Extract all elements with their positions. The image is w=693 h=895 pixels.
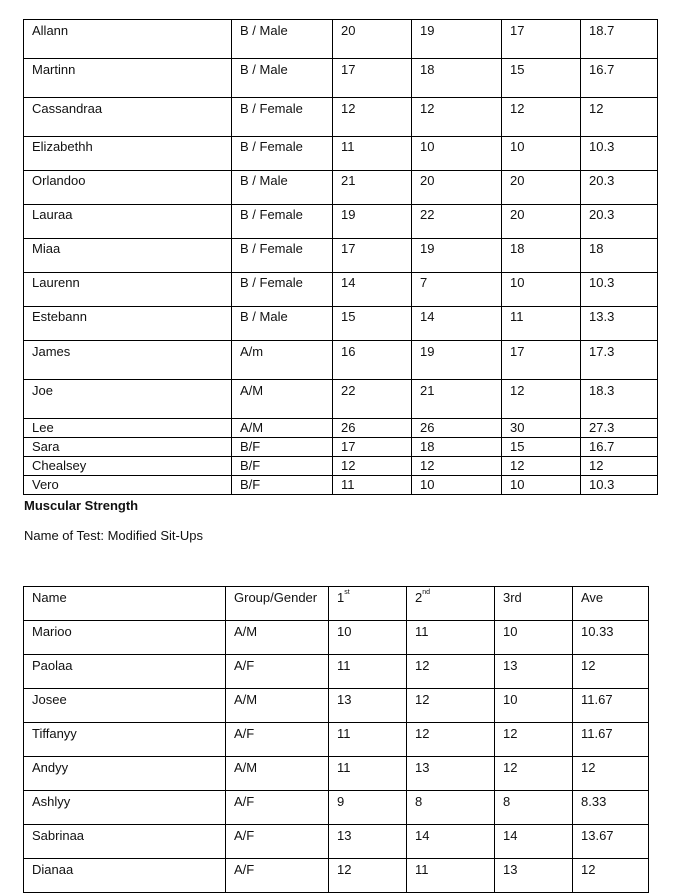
trial-1-cell: 9	[329, 791, 407, 825]
trial-2-cell: 18	[412, 438, 502, 457]
group-gender-cell: B / Male	[232, 20, 333, 59]
trial-1-cell: 11	[329, 723, 407, 757]
trial-1-cell: 22	[333, 380, 412, 419]
table-row	[24, 307, 658, 341]
average-cell: 10.3	[581, 476, 658, 495]
trial-1-cell: 12	[333, 457, 412, 476]
student-name-cell: Dianaa	[24, 859, 226, 893]
student-name-cell: Marioo	[24, 621, 226, 655]
trial-2-cell: 10	[412, 137, 502, 171]
trial-1-cell: 11	[329, 757, 407, 791]
header-trial-2-number: 2	[415, 590, 423, 605]
section-heading: Muscular Strength	[24, 498, 139, 513]
trial-2-cell: 12	[412, 98, 502, 137]
table-row	[24, 825, 649, 859]
table-row	[24, 59, 658, 98]
trial-1-cell: 17	[333, 59, 412, 98]
table-row	[24, 438, 658, 457]
trial-3-cell: 12	[495, 757, 573, 791]
student-name-cell: Martinn	[24, 59, 232, 98]
table-row	[24, 171, 658, 205]
group-gender-cell: A/F	[226, 791, 329, 825]
student-name-cell: Sara	[24, 438, 232, 457]
average-cell: 13.67	[573, 825, 649, 859]
trial-1-cell: 15	[333, 307, 412, 341]
trial-1-cell: 13	[329, 689, 407, 723]
trial-1-cell: 10	[329, 621, 407, 655]
student-name-cell: Allann	[24, 20, 232, 59]
trial-2-cell: 11	[407, 621, 495, 655]
group-gender-cell: A/F	[226, 825, 329, 859]
trial-3-cell: 10	[495, 621, 573, 655]
group-gender-cell: A/M	[226, 689, 329, 723]
trial-2-cell: 12	[407, 689, 495, 723]
group-gender-cell: A/M	[232, 419, 333, 438]
header-trial-3: 3rd	[495, 587, 573, 621]
trial-3-cell: 10	[502, 476, 581, 495]
trial-2-cell: 12	[407, 655, 495, 689]
sit-ups-table	[23, 586, 649, 893]
header-trial-2	[407, 587, 495, 621]
header-trial-2-suffix: nd	[422, 589, 431, 596]
group-gender-cell: B / Male	[232, 307, 333, 341]
trial-3-cell: 10	[502, 273, 581, 307]
group-gender-cell: B/F	[232, 476, 333, 495]
trial-2-cell: 22	[412, 205, 502, 239]
trial-1-cell: 11	[329, 655, 407, 689]
trial-1-cell: 19	[333, 205, 412, 239]
group-gender-cell: A/M	[226, 621, 329, 655]
trial-1-cell: 13	[329, 825, 407, 859]
trial-3-cell: 13	[495, 655, 573, 689]
average-cell: 8.33	[573, 791, 649, 825]
group-gender-cell: B/F	[232, 457, 333, 476]
average-cell: 13.3	[581, 307, 658, 341]
group-gender-cell: B / Female	[232, 137, 333, 171]
group-gender-cell: A/F	[226, 655, 329, 689]
student-name-cell: Lee	[24, 419, 232, 438]
student-name-cell: Laurenn	[24, 273, 232, 307]
trial-3-cell: 10	[495, 689, 573, 723]
average-cell: 12	[573, 655, 649, 689]
header-trial-1	[329, 587, 407, 621]
trial-1-cell: 17	[333, 239, 412, 273]
trial-2-cell: 8	[407, 791, 495, 825]
trial-2-cell: 13	[407, 757, 495, 791]
trial-2-cell: 21	[412, 380, 502, 419]
trial-2-cell: 26	[412, 419, 502, 438]
trial-3-cell: 18	[502, 239, 581, 273]
trial-1-cell: 20	[333, 20, 412, 59]
trial-2-cell: 19	[412, 341, 502, 380]
student-name-cell: Cassandraa	[24, 98, 232, 137]
trial-3-cell: 20	[502, 205, 581, 239]
average-cell: 12	[573, 757, 649, 791]
trial-3-cell: 17	[502, 341, 581, 380]
average-cell: 20.3	[581, 205, 658, 239]
header-trial-1-number: 1	[337, 590, 345, 605]
average-cell: 20.3	[581, 171, 658, 205]
student-name-cell: Joe	[24, 380, 232, 419]
trial-2-cell: 11	[407, 859, 495, 893]
table-row	[24, 791, 649, 825]
table-row	[24, 380, 658, 419]
group-gender-cell: B / Female	[232, 98, 333, 137]
header-name: Name	[24, 587, 226, 621]
trial-1-cell: 14	[333, 273, 412, 307]
student-name-cell: Vero	[24, 476, 232, 495]
trial-2-cell: 12	[407, 723, 495, 757]
student-name-cell: Miaa	[24, 239, 232, 273]
trial-1-cell: 11	[333, 137, 412, 171]
fitness-scores-table	[23, 19, 658, 495]
group-gender-cell: B / Female	[232, 239, 333, 273]
trial-1-cell: 11	[333, 476, 412, 495]
student-name-cell: Andyy	[24, 757, 226, 791]
average-cell: 18	[581, 239, 658, 273]
trial-2-cell: 14	[412, 307, 502, 341]
table-row	[24, 757, 649, 791]
trial-2-cell: 20	[412, 171, 502, 205]
test-name-label: Name of Test: Modified Sit-Ups	[24, 528, 203, 543]
trial-2-cell: 18	[412, 59, 502, 98]
trial-1-cell: 17	[333, 438, 412, 457]
trial-1-cell: 26	[333, 419, 412, 438]
student-name-cell: Josee	[24, 689, 226, 723]
header-average: Ave	[573, 587, 649, 621]
table-row	[24, 205, 658, 239]
table-row	[24, 273, 658, 307]
average-cell: 12	[581, 457, 658, 476]
group-gender-cell: B / Male	[232, 59, 333, 98]
trial-3-cell: 14	[495, 825, 573, 859]
group-gender-cell: A/F	[226, 859, 329, 893]
table-row	[24, 621, 649, 655]
student-name-cell: Elizabethh	[24, 137, 232, 171]
table-row	[24, 689, 649, 723]
table-header-row	[24, 587, 649, 621]
trial-3-cell: 12	[502, 457, 581, 476]
table-row	[24, 859, 649, 893]
trial-3-cell: 20	[502, 171, 581, 205]
student-name-cell: Paolaa	[24, 655, 226, 689]
table-row	[24, 137, 658, 171]
table-row	[24, 239, 658, 273]
student-name-cell: Lauraa	[24, 205, 232, 239]
average-cell: 12	[573, 859, 649, 893]
average-cell: 18.7	[581, 20, 658, 59]
student-name-cell: Ashlyy	[24, 791, 226, 825]
average-cell: 12	[581, 98, 658, 137]
group-gender-cell: A/M	[226, 757, 329, 791]
trial-3-cell: 12	[502, 380, 581, 419]
group-gender-cell: B/F	[232, 438, 333, 457]
average-cell: 27.3	[581, 419, 658, 438]
group-gender-cell: B / Male	[232, 171, 333, 205]
trial-2-cell: 19	[412, 239, 502, 273]
table-row	[24, 98, 658, 137]
table-row	[24, 457, 658, 476]
student-name-cell: Chealsey	[24, 457, 232, 476]
group-gender-cell: A/F	[226, 723, 329, 757]
student-name-cell: Estebann	[24, 307, 232, 341]
student-name-cell: Sabrinaa	[24, 825, 226, 859]
trial-3-cell: 13	[495, 859, 573, 893]
trial-1-cell: 16	[333, 341, 412, 380]
average-cell: 10.3	[581, 273, 658, 307]
average-cell: 10.33	[573, 621, 649, 655]
group-gender-cell: A/m	[232, 341, 333, 380]
trial-3-cell: 12	[502, 98, 581, 137]
table-row	[24, 20, 658, 59]
average-cell: 16.7	[581, 438, 658, 457]
trial-1-cell: 21	[333, 171, 412, 205]
average-cell: 10.3	[581, 137, 658, 171]
student-name-cell: Orlandoo	[24, 171, 232, 205]
average-cell: 16.7	[581, 59, 658, 98]
trial-3-cell: 15	[502, 59, 581, 98]
trial-3-cell: 12	[495, 723, 573, 757]
table-row	[24, 655, 649, 689]
trial-1-cell: 12	[333, 98, 412, 137]
trial-1-cell: 12	[329, 859, 407, 893]
trial-2-cell: 10	[412, 476, 502, 495]
trial-2-cell: 7	[412, 273, 502, 307]
group-gender-cell: B / Female	[232, 273, 333, 307]
table-row	[24, 419, 658, 438]
trial-3-cell: 11	[502, 307, 581, 341]
trial-2-cell: 19	[412, 20, 502, 59]
header-group-gender: Group/Gender	[226, 587, 329, 621]
trial-3-cell: 15	[502, 438, 581, 457]
average-cell: 18.3	[581, 380, 658, 419]
average-cell: 11.67	[573, 723, 649, 757]
table-row	[24, 723, 649, 757]
header-trial-1-suffix: st	[344, 589, 350, 596]
trial-3-cell: 30	[502, 419, 581, 438]
group-gender-cell: A/M	[232, 380, 333, 419]
student-name-cell: Tiffanyy	[24, 723, 226, 757]
group-gender-cell: B / Female	[232, 205, 333, 239]
table-row	[24, 341, 658, 380]
average-cell: 17.3	[581, 341, 658, 380]
table-row	[24, 476, 658, 495]
trial-3-cell: 10	[502, 137, 581, 171]
trial-3-cell: 17	[502, 20, 581, 59]
trial-2-cell: 14	[407, 825, 495, 859]
trial-3-cell: 8	[495, 791, 573, 825]
trial-2-cell: 12	[412, 457, 502, 476]
average-cell: 11.67	[573, 689, 649, 723]
student-name-cell: James	[24, 341, 232, 380]
